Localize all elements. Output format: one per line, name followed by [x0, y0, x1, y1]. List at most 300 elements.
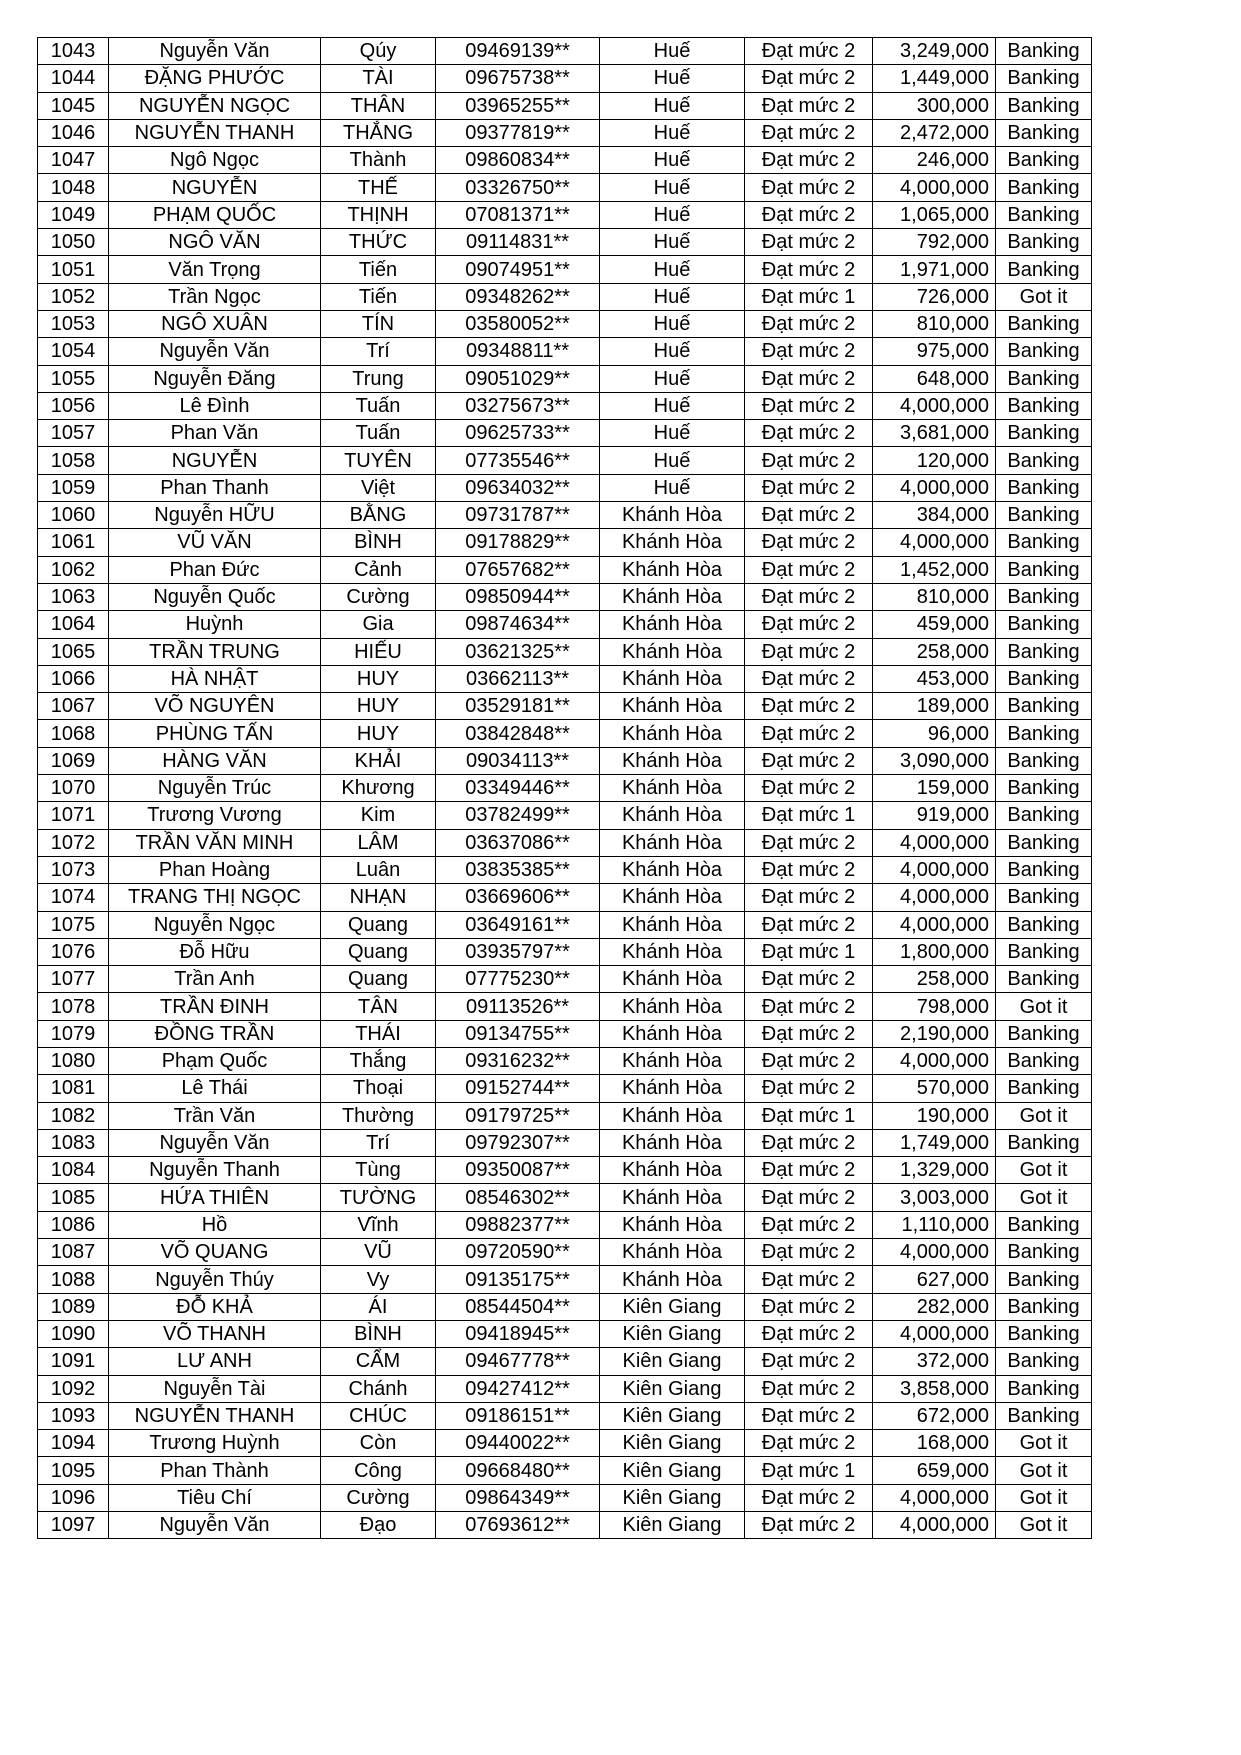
row-number-cell: 1081: [38, 1075, 109, 1102]
first-name-cell: BẰNG: [321, 502, 436, 529]
phone-number-cell: 03662113**: [436, 665, 600, 692]
row-number-cell: 1095: [38, 1457, 109, 1484]
achievement-level-cell: Đạt mức 2: [745, 447, 873, 474]
payment-method-cell: Banking: [996, 1402, 1092, 1429]
row-number-cell: 1067: [38, 693, 109, 720]
table-row: [38, 1512, 1092, 1539]
table-row: [38, 1430, 1092, 1457]
phone-number-cell: 09074951**: [436, 256, 600, 283]
first-name-cell: HIẾU: [321, 638, 436, 665]
amount-cell: 189,000: [873, 693, 996, 720]
table-row: [38, 775, 1092, 802]
table-row: [38, 92, 1092, 119]
achievement-level-cell: Đạt mức 1: [745, 802, 873, 829]
last-middle-name-cell: PHẠM QUỐC: [109, 201, 321, 228]
table-row: [38, 1484, 1092, 1511]
first-name-cell: Quang: [321, 938, 436, 965]
phone-number-cell: 09634032**: [436, 474, 600, 501]
table-row: [38, 119, 1092, 146]
last-middle-name-cell: NGUYỄN NGỌC: [109, 92, 321, 119]
last-middle-name-cell: ĐỒNG TRẦN: [109, 1020, 321, 1047]
payment-method-cell: Banking: [996, 1266, 1092, 1293]
amount-cell: 1,065,000: [873, 201, 996, 228]
first-name-cell: THÁI: [321, 1020, 436, 1047]
payment-method-cell: Got it: [996, 1102, 1092, 1129]
amount-cell: 4,000,000: [873, 392, 996, 419]
last-middle-name-cell: Phan Đức: [109, 556, 321, 583]
first-name-cell: CHÚC: [321, 1402, 436, 1429]
achievement-level-cell: Đạt mức 2: [745, 1430, 873, 1457]
last-middle-name-cell: ĐẶNG PHƯỚC: [109, 65, 321, 92]
province-cell: Huế: [600, 256, 745, 283]
payment-method-cell: Banking: [996, 556, 1092, 583]
last-middle-name-cell: Nguyễn Thúy: [109, 1266, 321, 1293]
achievement-level-cell: Đạt mức 2: [745, 1348, 873, 1375]
table-row: [38, 829, 1092, 856]
province-cell: Khánh Hòa: [600, 1020, 745, 1047]
first-name-cell: LÂM: [321, 829, 436, 856]
last-middle-name-cell: VÕ NGUYÊN: [109, 693, 321, 720]
amount-cell: 1,452,000: [873, 556, 996, 583]
payment-method-cell: Banking: [996, 1020, 1092, 1047]
row-number-cell: 1068: [38, 720, 109, 747]
row-number-cell: 1048: [38, 174, 109, 201]
payment-method-cell: Banking: [996, 775, 1092, 802]
first-name-cell: TÍN: [321, 310, 436, 337]
row-number-cell: 1057: [38, 420, 109, 447]
payment-method-cell: Banking: [996, 638, 1092, 665]
phone-number-cell: 09034113**: [436, 747, 600, 774]
table-row: [38, 1239, 1092, 1266]
first-name-cell: Quang: [321, 966, 436, 993]
row-number-cell: 1077: [38, 966, 109, 993]
payment-method-cell: Banking: [996, 201, 1092, 228]
first-name-cell: Qúy: [321, 38, 436, 65]
first-name-cell: CẨM: [321, 1348, 436, 1375]
amount-cell: 919,000: [873, 802, 996, 829]
last-middle-name-cell: NGÔ XUÂN: [109, 310, 321, 337]
achievement-level-cell: Đạt mức 2: [745, 1157, 873, 1184]
achievement-level-cell: Đạt mức 2: [745, 1402, 873, 1429]
table-row: [38, 747, 1092, 774]
table-body: [38, 38, 1092, 1539]
amount-cell: 453,000: [873, 665, 996, 692]
row-number-cell: 1049: [38, 201, 109, 228]
province-cell: Huế: [600, 310, 745, 337]
last-middle-name-cell: Văn Trọng: [109, 256, 321, 283]
row-number-cell: 1092: [38, 1375, 109, 1402]
amount-cell: 726,000: [873, 283, 996, 310]
province-cell: Khánh Hòa: [600, 1047, 745, 1074]
amount-cell: 810,000: [873, 310, 996, 337]
amount-cell: 4,000,000: [873, 1320, 996, 1347]
payment-method-cell: Banking: [996, 174, 1092, 201]
payment-method-cell: Banking: [996, 92, 1092, 119]
amount-cell: 372,000: [873, 1348, 996, 1375]
table-row: [38, 665, 1092, 692]
first-name-cell: Trí: [321, 338, 436, 365]
last-middle-name-cell: Phan Thành: [109, 1457, 321, 1484]
province-cell: Huế: [600, 65, 745, 92]
achievement-level-cell: Đạt mức 2: [745, 1211, 873, 1238]
last-middle-name-cell: NGÔ VĂN: [109, 229, 321, 256]
achievement-level-cell: Đạt mức 2: [745, 1020, 873, 1047]
first-name-cell: Tuấn: [321, 392, 436, 419]
amount-cell: 190,000: [873, 1102, 996, 1129]
first-name-cell: THẾ: [321, 174, 436, 201]
first-name-cell: Thành: [321, 147, 436, 174]
first-name-cell: TƯỜNG: [321, 1184, 436, 1211]
table-row: [38, 966, 1092, 993]
first-name-cell: KHẢI: [321, 747, 436, 774]
province-cell: Kiên Giang: [600, 1430, 745, 1457]
phone-number-cell: 09792307**: [436, 1129, 600, 1156]
achievement-level-cell: Đạt mức 2: [745, 611, 873, 638]
payment-method-cell: Banking: [996, 1348, 1092, 1375]
phone-number-cell: 09882377**: [436, 1211, 600, 1238]
achievement-level-cell: Đạt mức 2: [745, 147, 873, 174]
amount-cell: 168,000: [873, 1430, 996, 1457]
achievement-level-cell: Đạt mức 2: [745, 38, 873, 65]
province-cell: Khánh Hòa: [600, 993, 745, 1020]
payment-method-cell: Banking: [996, 884, 1092, 911]
row-number-cell: 1072: [38, 829, 109, 856]
table-row: [38, 856, 1092, 883]
table-row: [38, 529, 1092, 556]
table-row: [38, 1184, 1092, 1211]
table-row: [38, 884, 1092, 911]
first-name-cell: HUY: [321, 665, 436, 692]
table-row: [38, 993, 1092, 1020]
first-name-cell: BÌNH: [321, 1320, 436, 1347]
achievement-level-cell: Đạt mức 2: [745, 775, 873, 802]
province-cell: Khánh Hòa: [600, 911, 745, 938]
phone-number-cell: 03935797**: [436, 938, 600, 965]
last-middle-name-cell: VÕ THANH: [109, 1320, 321, 1347]
amount-cell: 810,000: [873, 583, 996, 610]
payment-method-cell: Got it: [996, 1457, 1092, 1484]
province-cell: Huế: [600, 447, 745, 474]
last-middle-name-cell: NGUYỄN: [109, 174, 321, 201]
phone-number-cell: 09467778**: [436, 1348, 600, 1375]
table-row: [38, 392, 1092, 419]
phone-number-cell: 09377819**: [436, 119, 600, 146]
amount-cell: 570,000: [873, 1075, 996, 1102]
payment-method-cell: Banking: [996, 1075, 1092, 1102]
payment-method-cell: Banking: [996, 119, 1092, 146]
table-row: [38, 911, 1092, 938]
phone-number-cell: 09348811**: [436, 338, 600, 365]
province-cell: Huế: [600, 174, 745, 201]
phone-number-cell: 09427412**: [436, 1375, 600, 1402]
row-number-cell: 1069: [38, 747, 109, 774]
achievement-level-cell: Đạt mức 2: [745, 693, 873, 720]
row-number-cell: 1063: [38, 583, 109, 610]
payment-method-cell: Banking: [996, 1375, 1092, 1402]
first-name-cell: BÌNH: [321, 529, 436, 556]
province-cell: Khánh Hòa: [600, 665, 745, 692]
row-number-cell: 1071: [38, 802, 109, 829]
province-cell: Huế: [600, 474, 745, 501]
achievement-level-cell: Đạt mức 2: [745, 1129, 873, 1156]
achievement-level-cell: Đạt mức 2: [745, 884, 873, 911]
province-cell: Huế: [600, 338, 745, 365]
table-row: [38, 474, 1092, 501]
province-cell: Khánh Hòa: [600, 583, 745, 610]
achievement-level-cell: Đạt mức 2: [745, 420, 873, 447]
row-number-cell: 1065: [38, 638, 109, 665]
table-row: [38, 556, 1092, 583]
last-middle-name-cell: Phan Văn: [109, 420, 321, 447]
first-name-cell: Việt: [321, 474, 436, 501]
achievement-level-cell: Đạt mức 2: [745, 856, 873, 883]
amount-cell: 3,681,000: [873, 420, 996, 447]
first-name-cell: Cảnh: [321, 556, 436, 583]
amount-cell: 4,000,000: [873, 856, 996, 883]
payment-method-cell: Banking: [996, 65, 1092, 92]
first-name-cell: Thường: [321, 1102, 436, 1129]
first-name-cell: VŨ: [321, 1239, 436, 1266]
payment-method-cell: Banking: [996, 229, 1092, 256]
phone-number-cell: 08546302**: [436, 1184, 600, 1211]
table-row: [38, 611, 1092, 638]
phone-number-cell: 09850944**: [436, 583, 600, 610]
table-row: [38, 1211, 1092, 1238]
last-middle-name-cell: Trần Văn: [109, 1102, 321, 1129]
achievement-level-cell: Đạt mức 1: [745, 1102, 873, 1129]
achievement-level-cell: Đạt mức 2: [745, 1266, 873, 1293]
last-middle-name-cell: TRẦN ĐINH: [109, 993, 321, 1020]
payment-method-cell: Banking: [996, 966, 1092, 993]
payment-method-cell: Banking: [996, 720, 1092, 747]
last-middle-name-cell: Đỗ Hữu: [109, 938, 321, 965]
payment-method-cell: Got it: [996, 1484, 1092, 1511]
achievement-level-cell: Đạt mức 2: [745, 256, 873, 283]
first-name-cell: Tùng: [321, 1157, 436, 1184]
achievement-level-cell: Đạt mức 2: [745, 638, 873, 665]
last-middle-name-cell: LƯ ANH: [109, 1348, 321, 1375]
phone-number-cell: 03669606**: [436, 884, 600, 911]
phone-number-cell: 03621325**: [436, 638, 600, 665]
table-row: [38, 420, 1092, 447]
row-number-cell: 1087: [38, 1239, 109, 1266]
row-number-cell: 1044: [38, 65, 109, 92]
amount-cell: 282,000: [873, 1293, 996, 1320]
phone-number-cell: 03835385**: [436, 856, 600, 883]
table-row: [38, 147, 1092, 174]
amount-cell: 96,000: [873, 720, 996, 747]
province-cell: Khánh Hòa: [600, 1184, 745, 1211]
row-number-cell: 1097: [38, 1512, 109, 1539]
phone-number-cell: 08544504**: [436, 1293, 600, 1320]
phone-number-cell: 03529181**: [436, 693, 600, 720]
last-middle-name-cell: HỨA THIÊN: [109, 1184, 321, 1211]
last-middle-name-cell: Nguyễn Văn: [109, 1512, 321, 1539]
table-row: [38, 1102, 1092, 1129]
achievement-level-cell: Đạt mức 2: [745, 365, 873, 392]
amount-cell: 2,190,000: [873, 1020, 996, 1047]
row-number-cell: 1090: [38, 1320, 109, 1347]
last-middle-name-cell: Trần Ngọc: [109, 283, 321, 310]
row-number-cell: 1074: [38, 884, 109, 911]
row-number-cell: 1051: [38, 256, 109, 283]
first-name-cell: Thoại: [321, 1075, 436, 1102]
prize-table: [37, 37, 1092, 1539]
row-number-cell: 1053: [38, 310, 109, 337]
first-name-cell: THỊNH: [321, 201, 436, 228]
province-cell: Khánh Hòa: [600, 938, 745, 965]
first-name-cell: TÂN: [321, 993, 436, 1020]
amount-cell: 659,000: [873, 1457, 996, 1484]
phone-number-cell: 09350087**: [436, 1157, 600, 1184]
province-cell: Khánh Hòa: [600, 556, 745, 583]
last-middle-name-cell: Trần Anh: [109, 966, 321, 993]
last-middle-name-cell: NGUYỄN: [109, 447, 321, 474]
phone-number-cell: 09348262**: [436, 283, 600, 310]
first-name-cell: Còn: [321, 1430, 436, 1457]
amount-cell: 672,000: [873, 1402, 996, 1429]
phone-number-cell: 07735546**: [436, 447, 600, 474]
payment-method-cell: Got it: [996, 1430, 1092, 1457]
phone-number-cell: 07693612**: [436, 1512, 600, 1539]
last-middle-name-cell: ĐỖ KHẢ: [109, 1293, 321, 1320]
province-cell: Kiên Giang: [600, 1512, 745, 1539]
payment-method-cell: Banking: [996, 747, 1092, 774]
province-cell: Khánh Hòa: [600, 1129, 745, 1156]
province-cell: Khánh Hòa: [600, 502, 745, 529]
achievement-level-cell: Đạt mức 2: [745, 529, 873, 556]
row-number-cell: 1047: [38, 147, 109, 174]
phone-number-cell: 03349446**: [436, 775, 600, 802]
table-row: [38, 256, 1092, 283]
payment-method-cell: Banking: [996, 420, 1092, 447]
amount-cell: 4,000,000: [873, 911, 996, 938]
last-middle-name-cell: Tiêu Chí: [109, 1484, 321, 1511]
amount-cell: 1,971,000: [873, 256, 996, 283]
province-cell: Khánh Hòa: [600, 747, 745, 774]
last-middle-name-cell: NGUYỄN THANH: [109, 1402, 321, 1429]
last-middle-name-cell: PHÙNG TẤN: [109, 720, 321, 747]
table-row: [38, 1402, 1092, 1429]
province-cell: Kiên Giang: [600, 1484, 745, 1511]
first-name-cell: HUY: [321, 720, 436, 747]
phone-number-cell: 03326750**: [436, 174, 600, 201]
last-middle-name-cell: TRẦN VĂN MINH: [109, 829, 321, 856]
achievement-level-cell: Đạt mức 2: [745, 665, 873, 692]
phone-number-cell: 09152744**: [436, 1075, 600, 1102]
achievement-level-cell: Đạt mức 2: [745, 747, 873, 774]
amount-cell: 4,000,000: [873, 174, 996, 201]
row-number-cell: 1091: [38, 1348, 109, 1375]
first-name-cell: NHẠN: [321, 884, 436, 911]
payment-method-cell: Banking: [996, 1293, 1092, 1320]
province-cell: Khánh Hòa: [600, 529, 745, 556]
row-number-cell: 1064: [38, 611, 109, 638]
phone-number-cell: 09114831**: [436, 229, 600, 256]
table-row: [38, 174, 1092, 201]
phone-number-cell: 09178829**: [436, 529, 600, 556]
last-middle-name-cell: Nguyễn Trúc: [109, 775, 321, 802]
row-number-cell: 1082: [38, 1102, 109, 1129]
phone-number-cell: 03842848**: [436, 720, 600, 747]
table-row: [38, 447, 1092, 474]
province-cell: Huế: [600, 392, 745, 419]
achievement-level-cell: Đạt mức 1: [745, 938, 873, 965]
amount-cell: 3,003,000: [873, 1184, 996, 1211]
province-cell: Huế: [600, 92, 745, 119]
achievement-level-cell: Đạt mức 2: [745, 829, 873, 856]
achievement-level-cell: Đạt mức 2: [745, 1293, 873, 1320]
first-name-cell: Tuấn: [321, 420, 436, 447]
first-name-cell: Đạo: [321, 1512, 436, 1539]
achievement-level-cell: Đạt mức 2: [745, 720, 873, 747]
achievement-level-cell: Đạt mức 1: [745, 1457, 873, 1484]
achievement-level-cell: Đạt mức 2: [745, 1375, 873, 1402]
achievement-level-cell: Đạt mức 2: [745, 174, 873, 201]
province-cell: Khánh Hòa: [600, 638, 745, 665]
row-number-cell: 1079: [38, 1020, 109, 1047]
achievement-level-cell: Đạt mức 2: [745, 1320, 873, 1347]
last-middle-name-cell: Ngô Ngọc: [109, 147, 321, 174]
achievement-level-cell: Đạt mức 2: [745, 392, 873, 419]
table-row: [38, 310, 1092, 337]
achievement-level-cell: Đạt mức 2: [745, 966, 873, 993]
last-middle-name-cell: Nguyễn Ngọc: [109, 911, 321, 938]
payment-method-cell: Banking: [996, 1211, 1092, 1238]
last-middle-name-cell: Hồ: [109, 1211, 321, 1238]
table-row: [38, 229, 1092, 256]
payment-method-cell: Banking: [996, 365, 1092, 392]
amount-cell: 4,000,000: [873, 1512, 996, 1539]
first-name-cell: Tiến: [321, 283, 436, 310]
payment-method-cell: Banking: [996, 665, 1092, 692]
row-number-cell: 1086: [38, 1211, 109, 1238]
first-name-cell: Cường: [321, 583, 436, 610]
table-row: [38, 938, 1092, 965]
phone-number-cell: 09860834**: [436, 147, 600, 174]
table-row: [38, 1266, 1092, 1293]
row-number-cell: 1093: [38, 1402, 109, 1429]
table-row: [38, 1075, 1092, 1102]
amount-cell: 3,249,000: [873, 38, 996, 65]
payment-method-cell: Banking: [996, 693, 1092, 720]
payment-method-cell: Banking: [996, 38, 1092, 65]
last-middle-name-cell: VÕ QUANG: [109, 1239, 321, 1266]
phone-number-cell: 07775230**: [436, 966, 600, 993]
first-name-cell: Vy: [321, 1266, 436, 1293]
achievement-level-cell: Đạt mức 2: [745, 911, 873, 938]
table-row: [38, 1293, 1092, 1320]
phone-number-cell: 09051029**: [436, 365, 600, 392]
phone-number-cell: 09440022**: [436, 1430, 600, 1457]
first-name-cell: Trung: [321, 365, 436, 392]
payment-method-cell: Banking: [996, 310, 1092, 337]
table-row: [38, 1020, 1092, 1047]
amount-cell: 798,000: [873, 993, 996, 1020]
last-middle-name-cell: Nguyễn Đăng: [109, 365, 321, 392]
phone-number-cell: 09864349**: [436, 1484, 600, 1511]
row-number-cell: 1066: [38, 665, 109, 692]
last-middle-name-cell: Phan Hoàng: [109, 856, 321, 883]
province-cell: Huế: [600, 38, 745, 65]
phone-number-cell: 03965255**: [436, 92, 600, 119]
amount-cell: 384,000: [873, 502, 996, 529]
first-name-cell: Thắng: [321, 1047, 436, 1074]
first-name-cell: Quang: [321, 911, 436, 938]
province-cell: Huế: [600, 119, 745, 146]
payment-method-cell: Got it: [996, 1157, 1092, 1184]
row-number-cell: 1050: [38, 229, 109, 256]
